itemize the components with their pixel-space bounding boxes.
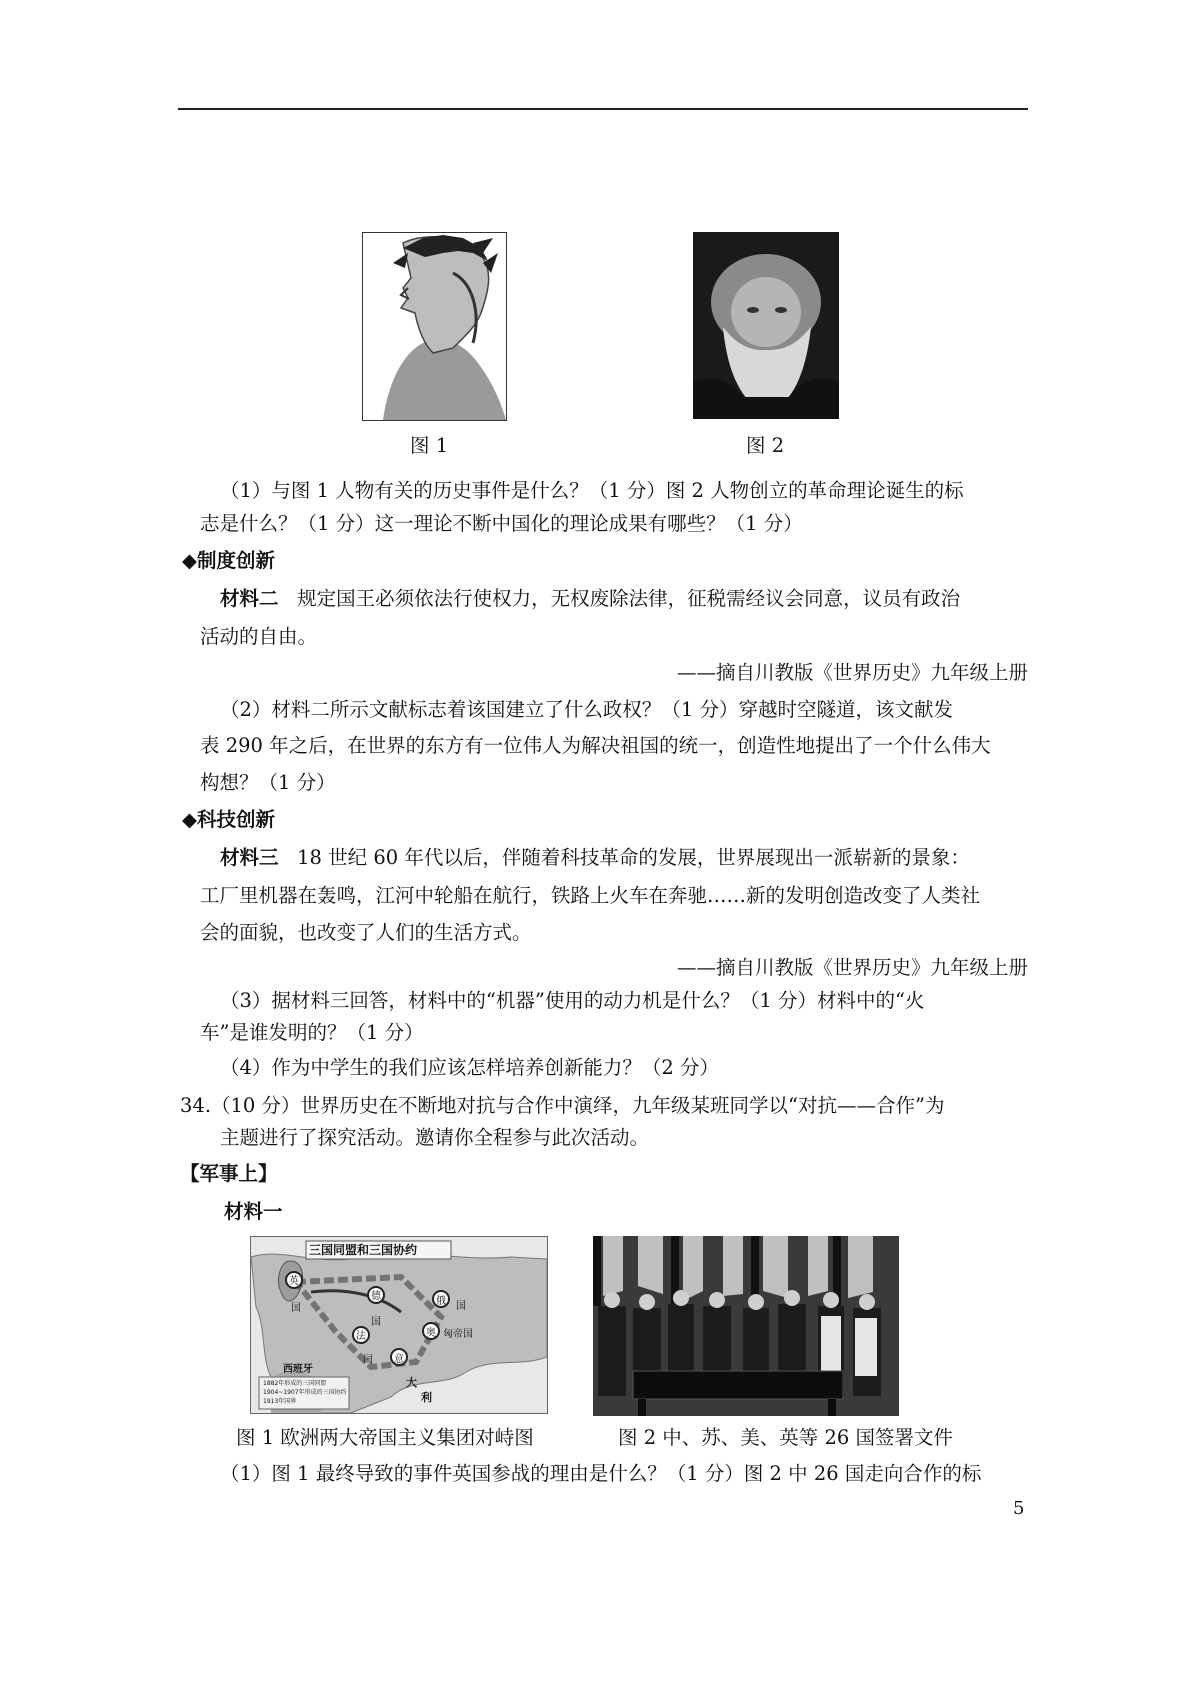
header-rule [178,108,1028,110]
map-label-russia: 俄 [436,1296,446,1307]
material-1-label: 材料一 [224,1200,283,1223]
question-3-line-2: 车”是谁发明的？（1 分） [200,1021,424,1044]
map-caption: 图 1 欧洲两大帝国主义集团对峙图 [236,1426,534,1449]
material-2-source: ——摘自川教版《世界历史》九年级上册 [676,661,1028,684]
map-label-france-2: 国 [363,1355,373,1366]
portrait-figure-2 [693,232,839,419]
section-heading-military: 【军事上】 [180,1162,278,1185]
material-2-line-1 [220,583,960,615]
question-1b: （1）图 1 最终导致的事件英国参战的理由是什么？（1 分）图 2 中 26 国走向合作的标 [220,1462,982,1485]
question-4: （4）作为中学生的我们应该怎样培养创新能力？（2 分） [220,1056,720,1079]
material-3-text-1: 18 世纪 60 年代以后，伴随着科技革命的发展，世界展现出一派崭新的景象： [297,846,970,869]
material-3-line-2: 工厂里机器在轰鸣，江河中轮船在航行，铁路上火车在奔驰……新的发明创造改变了人类社 [200,884,981,907]
material-2-line-2: 活动的自由。 [200,625,318,648]
material-3-label: 材料三 [220,846,279,869]
map-label-germany-2: 国 [371,1317,381,1328]
signing-photo-image [593,1236,899,1416]
map-label-france: 法 [356,1331,366,1342]
question-2-line-2: 表 290 年之后，在世界的东方有一位伟人为解决祖国的统一，创造性地提出了一个什么伟大 [200,734,991,757]
map-label-italy-3: 利 [421,1391,432,1404]
question-2-line-3: 构想？（1 分） [200,771,336,794]
portrait-figure-1 [362,232,507,421]
question-2-line-1: （2）材料二所示文献标志着该国建立了什么政权？（1 分）穿越时空隧道，该文献发 [220,698,954,721]
map-label-italy: 意 [394,1354,404,1365]
map-legend-item: 1904~1907年形成的三国协约 [263,1389,347,1396]
map-title: 三国同盟和三国协约 [309,1243,418,1257]
portrait-1-caption: 图 1 [410,434,449,457]
question-1-line-2: 志是什么？（1 分）这一理论不断中国化的理论成果有哪些？（1 分） [200,512,803,535]
signing-photo [593,1236,899,1416]
portrait-1-image [363,233,506,420]
portrait-2-image [693,232,839,419]
map-label-austria-hungary: 匈帝国 [443,1329,473,1340]
map-label-england: 英 [289,1276,299,1287]
map-label-england-2: 国 [291,1303,301,1314]
portrait-2-caption: 图 2 [746,434,785,457]
map-legend [263,1379,347,1406]
material-3-source: ——摘自川教版《世界历史》九年级上册 [676,956,1028,979]
section-heading-institution: ◆制度创新 [182,549,275,572]
map-label-italy-2: 大 [406,1376,417,1389]
material-3-line-1 [220,842,970,874]
material-2-label: 材料二 [220,587,279,610]
question-1-line-1: （1）与图 1 人物有关的历史事件是什么？（1 分）图 2 人物创立的革命理论诞生的标 [220,479,964,502]
map-label-spain: 西班牙 [283,1364,313,1375]
page-number: 5 [1013,1498,1025,1519]
map-legend-item: 1913年国界 [263,1398,297,1405]
material-3-line-3: 会的面貌，也改变了人们的生活方式。 [200,921,532,944]
section-heading-tech: ◆科技创新 [182,808,275,831]
material-2-text: 规定国王必须依法行使权力，无权废除法律，征税需经议会同意，议员有政治 [297,587,961,610]
map-label-austria: 奥 [426,1328,436,1339]
map-label-germany: 德 [371,1291,381,1302]
photo-caption: 图 2 中、苏、美、英等 26 国签署文件 [618,1426,954,1449]
question-34-line-2: 主题进行了探究活动。邀请你全程参与此次活动。 [220,1126,650,1149]
question-34-line-1: 34.（10 分）世界历史在不断地对抗与合作中演绎，九年级某班同学以“对抗——合作”为 [180,1094,945,1117]
map-label-russia-2: 国 [456,1301,466,1312]
map-legend-item: 1882年形成的三国同盟 [263,1380,327,1387]
question-3-line-1: （3）据材料三回答，材料中的“机器”使用的动力机是什么？（1 分）材料中的“火 [220,989,925,1012]
europe-alliance-map [250,1236,548,1414]
